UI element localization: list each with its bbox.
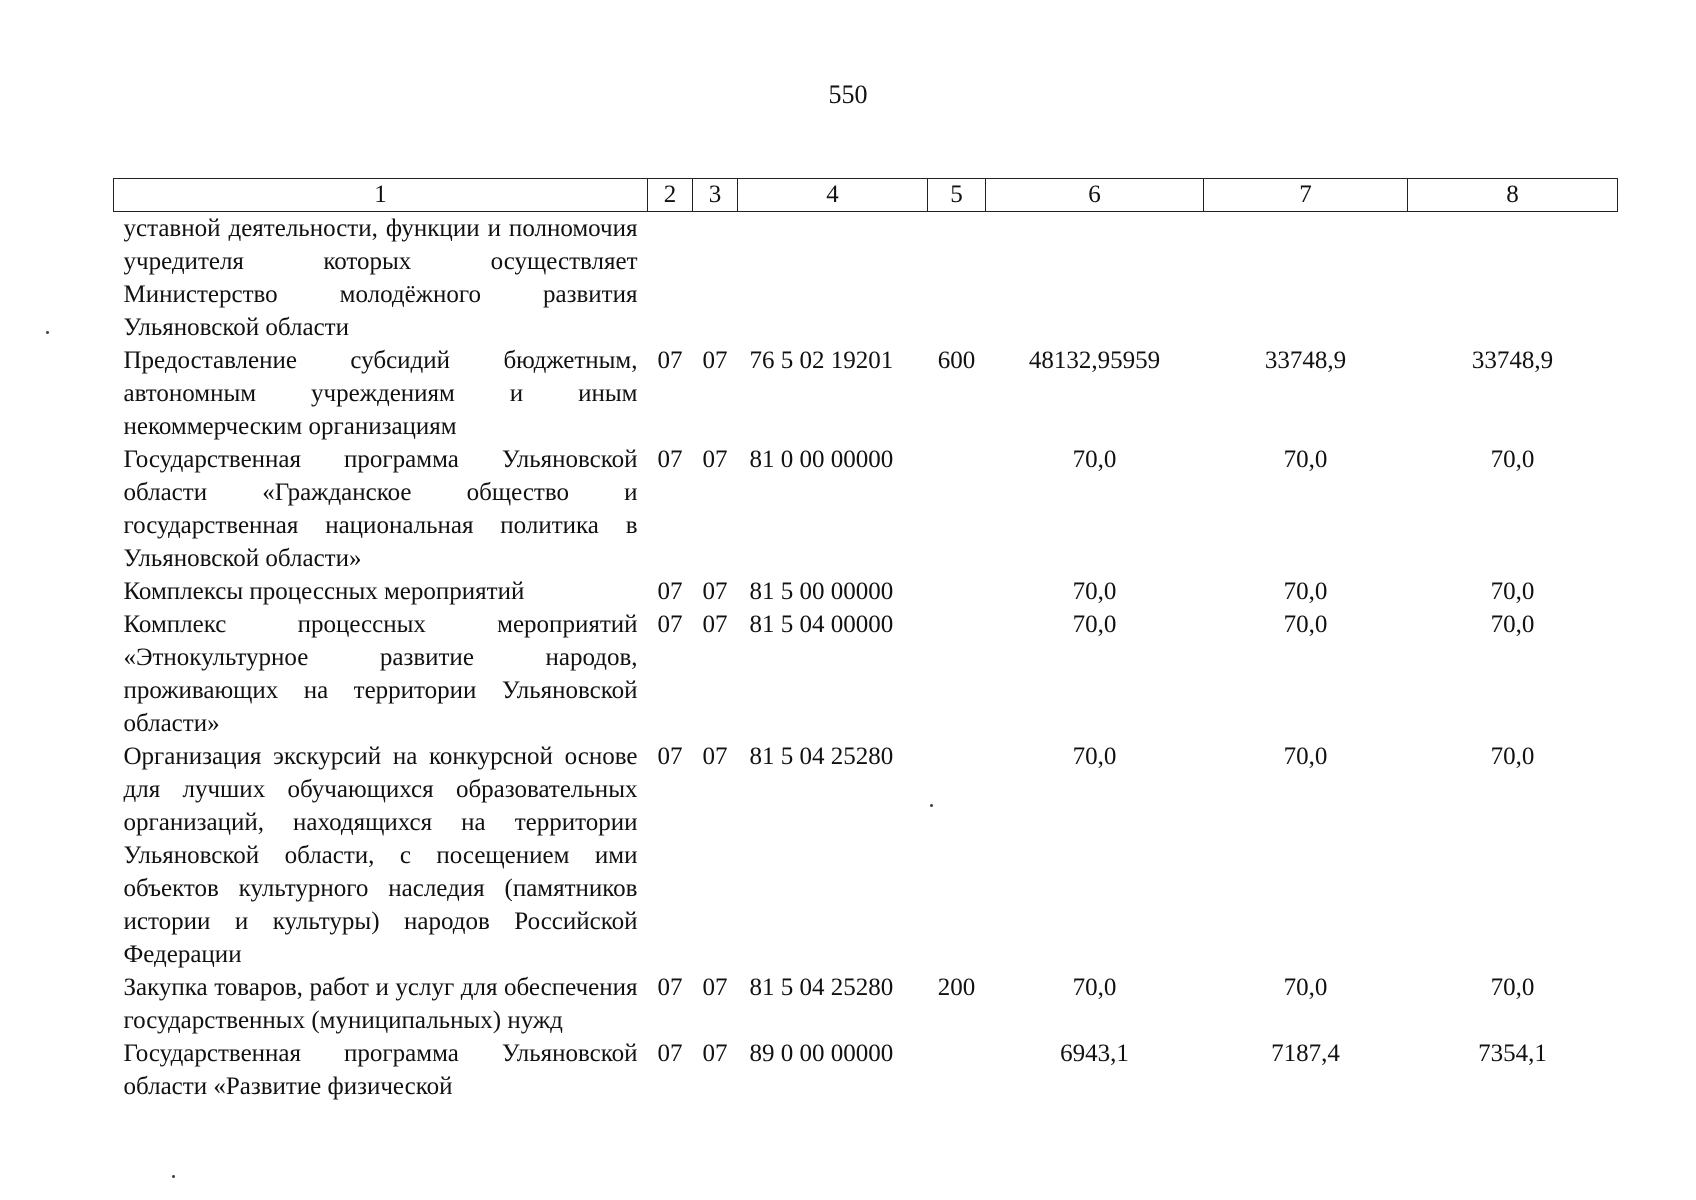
header-row — [114, 179, 1618, 212]
row-col-7: 70,0 — [1283, 446, 1328, 473]
row-col-5 — [928, 740, 986, 971]
row-col-7: 70,0 — [1283, 974, 1328, 1001]
row-col-8: 70,0 — [1490, 743, 1535, 770]
table-row — [114, 971, 1618, 1037]
row-col-2: 07 — [657, 743, 683, 770]
header-col-4: 4 — [738, 179, 928, 212]
row-name: уставной деятельности, функции и полномочия учредителя которых осуществляет Министерство молодёжного развития Ульяновской области — [123, 215, 638, 341]
scan-speck — [172, 1175, 175, 1178]
page-number: 550 — [828, 80, 868, 109]
row-col-3: 07 — [702, 974, 728, 1001]
row-col-7: 7187,4 — [1271, 1040, 1340, 1067]
row-col-8: 70,0 — [1490, 446, 1535, 473]
row-col-2: 07 — [657, 1040, 683, 1067]
row-col-2: 07 — [657, 974, 683, 1001]
table-header — [114, 179, 1618, 212]
table-row — [114, 740, 1618, 971]
row-name: Организация экскурсий на конкурсной основе для лучших обучающихся образовательных организаций, находящихся на территории Ульяновской области, с посещением ими объектов культурного наследия (памятников истории и культуры) народов Российской Федерации — [123, 743, 638, 968]
row-col-6: 70,0 — [1072, 974, 1117, 1001]
budget-table — [113, 178, 1618, 1103]
row-name: Государственная программа Ульяновской области «Гражданское общество и государственная национальная политика в Ульяновской области» — [123, 446, 638, 572]
row-col-6: 70,0 — [1072, 743, 1117, 770]
table-row — [114, 344, 1618, 443]
row-name: Закупка товаров, работ и услуг для обеспечения государственных (муниципальных) нужд — [123, 974, 638, 1034]
header-col-6: 6 — [986, 179, 1204, 212]
row-name: Предоставление субсидий бюджетным, автономным учреждениям и иным некоммерческим организациям — [123, 347, 638, 440]
row-col-3 — [693, 212, 738, 345]
row-col-6: 70,0 — [1072, 446, 1117, 473]
row-col-3: 07 — [702, 446, 728, 473]
scan-speck — [930, 804, 933, 807]
row-col-4: 89 0 00 00000 — [749, 1040, 894, 1067]
row-col-3: 07 — [702, 347, 728, 374]
row-col-2: 07 — [657, 347, 683, 374]
row-col-7 — [1204, 212, 1408, 345]
header-col-1: 1 — [114, 179, 648, 212]
row-col-5 — [928, 575, 986, 608]
row-name: Комплексы процессных мероприятий — [123, 578, 525, 605]
row-name: Комплекс процессных мероприятий «Этнокультурное развитие народов, проживающих на территории Ульяновской области» — [123, 611, 638, 737]
row-col-5: 600 — [937, 347, 976, 374]
row-col-6: 70,0 — [1072, 578, 1117, 605]
row-col-7: 70,0 — [1283, 611, 1328, 638]
row-col-6 — [986, 212, 1204, 345]
header-col-8: 8 — [1408, 179, 1618, 212]
row-col-6: 48132,95959 — [1028, 347, 1161, 374]
row-col-4: 81 0 00 00000 — [749, 446, 894, 473]
row-col-5 — [928, 212, 986, 345]
row-col-8 — [1408, 212, 1618, 345]
row-col-4: 81 5 04 00000 — [749, 611, 894, 638]
table-row — [114, 443, 1618, 575]
row-col-7: 33748,9 — [1264, 347, 1347, 374]
table-row — [114, 1037, 1618, 1103]
row-col-8: 70,0 — [1490, 578, 1535, 605]
row-col-4: 81 5 04 25280 — [749, 974, 894, 1001]
header-col-5: 5 — [928, 179, 986, 212]
row-col-6: 6943,1 — [1060, 1040, 1129, 1067]
scan-speck — [46, 331, 49, 334]
table-row — [114, 608, 1618, 740]
table-row — [114, 575, 1618, 608]
header-col-3: 3 — [693, 179, 738, 212]
row-col-4: 81 5 00 00000 — [749, 578, 894, 605]
row-col-3: 07 — [702, 611, 728, 638]
header-col-7: 7 — [1204, 179, 1408, 212]
row-col-6: 70,0 — [1072, 611, 1117, 638]
row-col-8: 70,0 — [1490, 974, 1535, 1001]
row-col-5: 200 — [937, 974, 976, 1001]
row-col-3: 07 — [702, 578, 728, 605]
row-name: Государственная программа Ульяновской области «Развитие физической — [123, 1040, 638, 1100]
row-col-8: 33748,9 — [1471, 347, 1554, 374]
table-body — [114, 212, 1618, 1104]
row-col-5 — [928, 1037, 986, 1103]
row-col-4: 81 5 04 25280 — [749, 743, 894, 770]
row-col-2 — [648, 212, 693, 345]
row-col-2: 07 — [657, 611, 683, 638]
row-col-2: 07 — [657, 446, 683, 473]
row-col-2: 07 — [657, 578, 683, 605]
row-col-4: 76 5 02 19201 — [749, 347, 894, 374]
row-col-8: 70,0 — [1490, 611, 1535, 638]
header-col-2: 2 — [648, 179, 693, 212]
row-col-3: 07 — [702, 743, 728, 770]
row-col-3: 07 — [702, 1040, 728, 1067]
row-col-4 — [738, 212, 928, 345]
row-col-5 — [928, 443, 986, 575]
row-col-7: 70,0 — [1283, 578, 1328, 605]
table-row — [114, 212, 1618, 345]
row-col-8: 7354,1 — [1478, 1040, 1547, 1067]
row-col-5 — [928, 608, 986, 740]
row-col-7: 70,0 — [1283, 743, 1328, 770]
